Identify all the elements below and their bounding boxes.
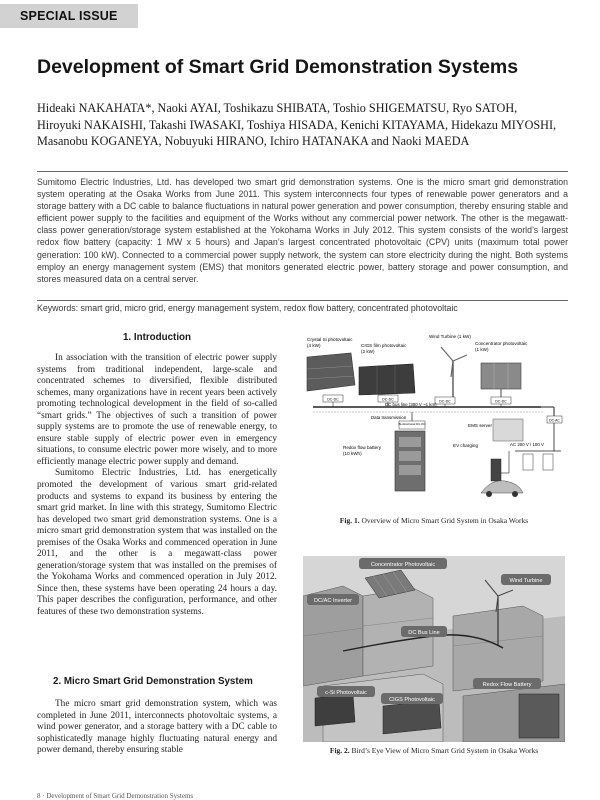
redox-label: Redox flow battery [343, 445, 382, 450]
ev-label: EV charging [453, 443, 479, 448]
figure-2-caption-text: Bird’s Eye View of Micro Smart Grid System in Osaka Works [351, 746, 539, 755]
dcac-label: DC-AC [549, 418, 560, 423]
callout-inverter-label: DC/AC Inverter [314, 598, 352, 604]
keywords-line: Keywords: smart grid, micro grid, energy management system, redox flow battery, concentrated photovoltaic [37, 303, 458, 313]
callout-inverter [307, 594, 359, 605]
author-line: Masanobu KOGANEYA, Nobuyuki HIRANO, Ichiro HATANAKA and Naoki MAEDA [37, 134, 470, 148]
paragraph: In association with the transition of electric power supply systems from traditional independent, large-scale and concentrated schemes to diversified, flexible distributed schemes, many organizations have in recent years been actively promoting technological development in the field of so-called “smart grids.” The objectives of such a transition of power supply systems are to promote the use of renewable energy, to ensure stable supply of electric power even in emergency situations, to consume electric power more wisely, and to more efficiently manage electric power supply and demand. [37, 353, 277, 467]
concentrator-label: Concentrator photovoltaic [475, 341, 528, 346]
article-title: Development of Smart Grid Demonstration Systems [37, 56, 519, 78]
callout-concentrator-label: Concentrator Photovoltaic [370, 562, 436, 568]
concentrator-pv-image [481, 363, 521, 397]
callout-wind [501, 574, 551, 585]
ac-outlet-image [523, 454, 533, 470]
ems-label: EMS server [468, 423, 492, 428]
section-1-body [37, 353, 277, 619]
figure-1-caption-label: Fig. 1. [339, 516, 360, 525]
redox-kwh: (10 kWh) [343, 451, 362, 456]
dcdc-label: DC-DC [382, 397, 394, 402]
concentrator-kw: (1 kW) [475, 347, 489, 352]
cigs-label: CIGS film photovoltaic [361, 343, 407, 348]
author-list [37, 100, 567, 150]
ev-charger-image [491, 459, 501, 481]
callout-concentrator [359, 558, 447, 569]
callout-bus-label: DC Bus Line [408, 630, 440, 636]
section-1-heading: 1. Introduction [122, 332, 192, 343]
dcdc-label: DC-DC [495, 399, 507, 404]
callout-cigs [381, 693, 443, 704]
crystal-si-kw: (4 kW) [307, 343, 321, 348]
section-2-heading: 2. Micro Smart Grid Demonstration System [53, 676, 253, 687]
author-line: Hiroyuki NAKAISHI, Takashi IWASAKI, Toshiya HISADA, Kenichi KITAYAMA, Hidekazu MIYOSHI, [37, 117, 557, 132]
ac-label: AC 200 V / 100 V [510, 442, 544, 447]
figure-2-caption-label: Fig. 2. [329, 746, 350, 755]
callout-csi-label: c-Si Photovoltaic [325, 690, 367, 696]
data-transmission-label: Data transmission [371, 415, 407, 420]
csi-panels-image [315, 694, 355, 726]
callout-csi [317, 686, 375, 697]
abstract-text: Sumitomo Electric Industries, Ltd. has developed two smart grid demonstration systems. One is the micro smart grid demonstration system operating at the Osaka Works from June 2011. This system interconnects four types of renewable power generators and a storage battery with a DC cable to balance fluctuations in natural power generation and power consumption, thereby ensuring stable and efficient power supply to the facilities and equipment of the Works without any commercial power network. The other is the megawatt-class power generation/storage system established at the Yokohama Works in July 2012. This system consists of the world’s largest redox flow battery (capacity: 1 MW x 5 hours) and Japan’s largest concentrated photovoltaic (CPV) units (maximum total power generation: 100 kW). Connected to a commercial power supply network, the system can store electricity during the night. Both systems employ an energy management system (EMS) that monitors generated electric power, battery storage and power consumption, and stores measured data on a central server. [37, 177, 568, 284]
wind-label: Wind Turbine (1 kW) [429, 334, 471, 339]
callout-redox-label: Redox Flow Battery [482, 682, 532, 688]
figure-1-caption [303, 516, 565, 525]
section-2-body [37, 699, 277, 757]
callout-redox [473, 678, 541, 689]
crystal-si-label: Crystal Si photovoltaic [307, 337, 353, 342]
abstract-bottom-rule [37, 300, 568, 301]
paragraph: Sumitomo Electric Industries, Ltd. has energetically promoted the development of various smart grid-related products and systems to expand its business by entering the smart grid market. In line with this strategy, Sumitomo Electric has developed two smart grid demonstration systems. One is a micro smart grid demonstration system that was installed on the premises of the Osaka Works and commenced operation in June 2011, and the other is a megawatt-class power generation/storage system that was installed on the premises of the Yokohama Works and commenced operation in July 2012. Since then, these systems have been operating 24 hours a day. This paper describes the configuration, performance, and other features of these two demonstration systems. [37, 468, 277, 618]
page-footer: 8 · Development of Smart Grid Demonstration Systems [37, 792, 194, 800]
cigs-kw: (2 kW) [361, 349, 375, 354]
figure-2-caption [303, 746, 565, 755]
figure-1-svg [303, 333, 565, 508]
cigs-panels-image [383, 700, 441, 734]
figure-2-birdseye [303, 556, 565, 742]
ac-outlet-image [543, 454, 553, 470]
redox-container-image [519, 694, 559, 738]
author-line: Hideaki NAKAHATA*, Naoki AYAI, Toshikazu SHIBATA, Toshio SHIGEMATSU, Ryo SATOH, [37, 101, 518, 115]
bus-label: DC bus line (350 V ~1 km) [385, 402, 437, 407]
dcdc-label: DC-DC [439, 399, 451, 404]
figure-1-diagram [303, 333, 565, 508]
figure-1-caption-text: Overview of Micro Smart Grid System in Osaka Works [361, 516, 529, 525]
crystal-si-panel-image [307, 353, 355, 391]
ev-car-image [481, 481, 523, 493]
callout-bus [401, 626, 447, 637]
ems-server-image [493, 419, 523, 441]
paragraph: The micro smart grid demonstration system, which was completed in June 2011, interconnects photovoltaic systems, a wind power generator, and a storage battery with a DC cable to sophisticatedly manage highly fluctuating natural energy and power demand, thereby ensuring stable [37, 699, 277, 756]
wind-turbine-image [441, 347, 467, 397]
callout-wind-label: Wind Turbine [509, 578, 543, 584]
special-issue-tag: SPECIAL ISSUE [0, 4, 138, 28]
bidirectional-label: Bi-directional DC-DC [398, 421, 426, 426]
dcdc-label: DC-DC [327, 397, 339, 402]
cigs-panel-image [359, 364, 415, 395]
abstract-top-rule [37, 171, 568, 172]
callout-cigs-label: CIGS Photovoltaic [389, 697, 435, 703]
figure-2-svg [303, 556, 565, 742]
